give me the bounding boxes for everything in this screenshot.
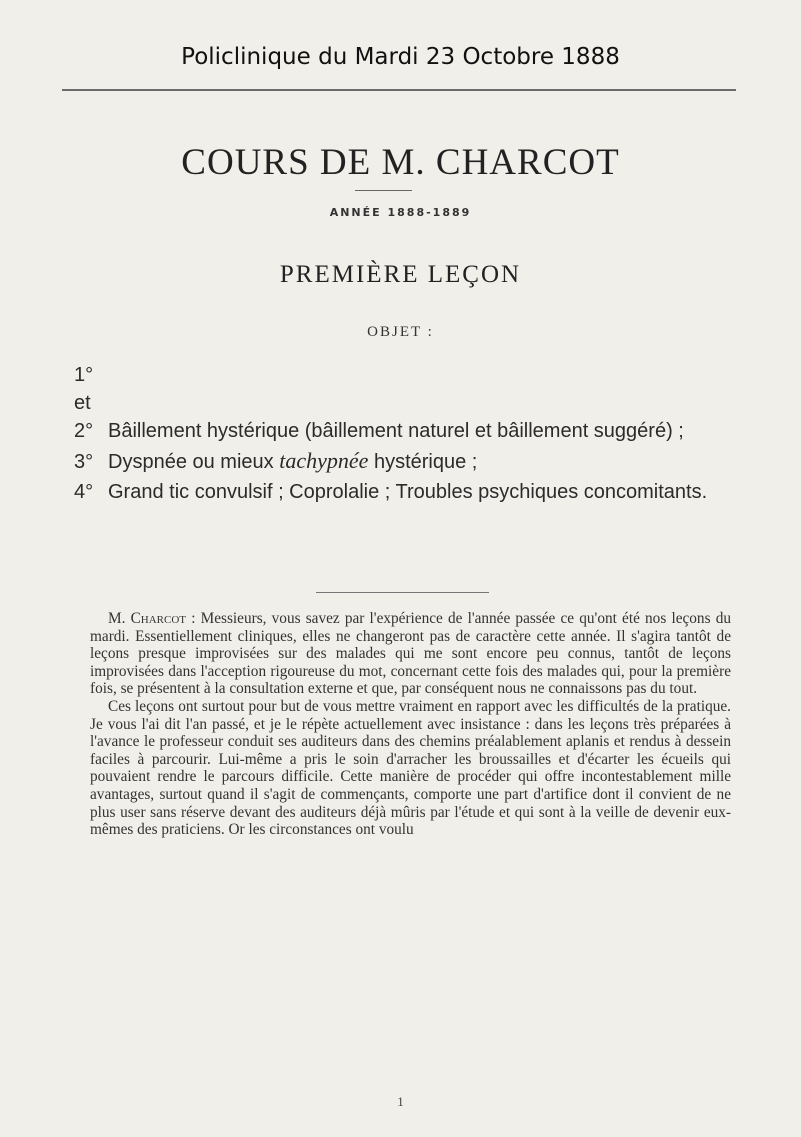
header-divider xyxy=(62,89,736,91)
topic-item xyxy=(74,447,744,476)
title-divider xyxy=(355,190,412,191)
topic-number: 4° xyxy=(74,481,94,503)
topic-item xyxy=(74,361,744,445)
page-header: Policlinique du Mardi 23 Octobre 1888 xyxy=(181,44,620,70)
topic-text: hystérique ; xyxy=(373,451,478,473)
course-title: COURS DE M. CHARCOT xyxy=(181,142,620,183)
paragraph: Ces leçons ont surtout pour but de vous mettre vraiment en rapport avec les difficultés de la pratique. Je vous l'ai dit l'an passé, et je le répète actuellement avec insistance : dans les leçons très préparées à l'avance le professeur conduit ses auditeurs dans des chemins préalablement aplanis et rendus à dessein faciles à parcourir. Lui-même a pris le soin d'arracher les broussailles et d'écarter les écueils qui pouvaient rendre le parcours difficile. Cette manière de procéder qui offre incontestablement mille avantages, surtout quand il s'agit de commençants, comporte une part d'artifice dont il convient de ne plus user sans réserve devant des auditeurs déjà mûris par l'étude et qui sont à la veille de devenir eux-mêmes des praticiens. Or les circonstances ont voulu xyxy=(90,697,731,839)
topic-text: Dyspnée ou mieux xyxy=(108,451,274,473)
topic-number: 1° et 2° xyxy=(74,364,94,442)
lesson-title: PREMIÈRE LEÇON xyxy=(279,261,522,288)
academic-year: ANNÉE 1888-1889 xyxy=(329,206,472,219)
paragraph xyxy=(90,610,731,698)
section-divider xyxy=(316,592,489,593)
topic-list xyxy=(74,361,744,508)
topic-text: Grand tic convulsif ; Coprolalie ; Troubles psychiques concomitants. xyxy=(108,481,708,503)
topic-italic-term: tachypnée xyxy=(279,448,369,473)
object-label: OBJET : xyxy=(367,324,434,340)
lecture-body xyxy=(90,610,731,839)
speaker-name: M. Charcot xyxy=(108,610,187,627)
topic-number: 3° xyxy=(74,451,94,473)
topic-item xyxy=(74,478,744,506)
paragraph-text: : Messieurs, vous savez par l'expérience de l'année passée ce qu'ont été nos leçons du mardi. Essentiellement cliniques, elles ne changeront pas de caractère cette année. Il s'agira tantôt de leçons presque improvisées sur des malades qui me sont encore peu connus, tantôt de leçons improvisées dans l'acception rigoureuse du mot, concernant cette fois des malades qui, pour la première fois, se présentent à la consultation externe et que, par conséquent nous ne connaissons pas du tout. xyxy=(90,610,731,698)
topic-text: Bâillement hystérique (bâillement naturel et bâillement suggéré) ; xyxy=(108,420,684,442)
page-number: 1 xyxy=(397,1094,404,1109)
